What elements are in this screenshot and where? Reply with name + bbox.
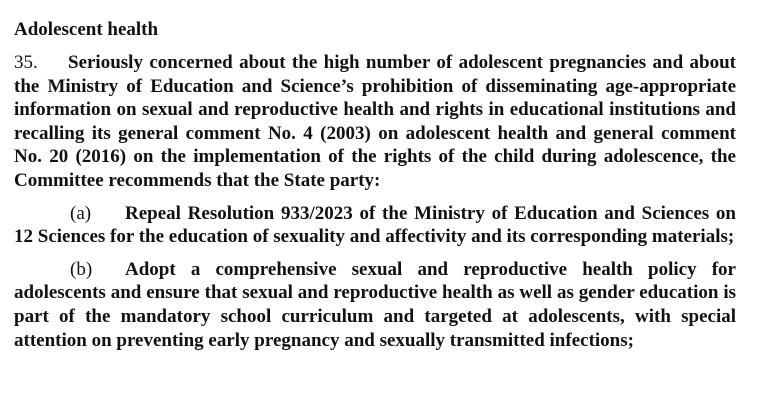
document-page [14,18,736,352]
paragraph-35 [14,51,736,193]
paragraph-text: Seriously concerned about the high number of adolescent pregnancies and about the Ministry of Education and Science’s prohibition of disseminating age-appropriate information on sexual and reproductive health and rights in educational institutions and recalling its general comment No. 4 (2003) on adolescent health and general comment No. 20 (2016) on the implementation of the rights of the child during adolescence, the Committee recommends that the State party: [14,52,736,191]
subparagraph-letter: (b) [70,258,93,280]
subparagraph-text: Adopt a comprehensive sexual and reproductive health policy for adolescents and ensure that sexual and reproductive health as well as gender education is part of the mandatory school curriculum and targeted at adolescents, with special attention on preventing early pregnancy and sexually transmitted infections; [14,258,736,351]
section-heading: Adolescent health [14,19,159,40]
subparagraph-letter: (a) [70,202,92,224]
subparagraph-text: Repeal Resolution 933/2023 of the Ministry of Education and Sciences on 12 Sciences for the education of sexuality and affectivity and its corresponding materials; [14,202,736,248]
subparagraph-a [14,202,736,249]
subparagraph-b [14,258,736,352]
paragraph-number: 35. [14,52,38,73]
